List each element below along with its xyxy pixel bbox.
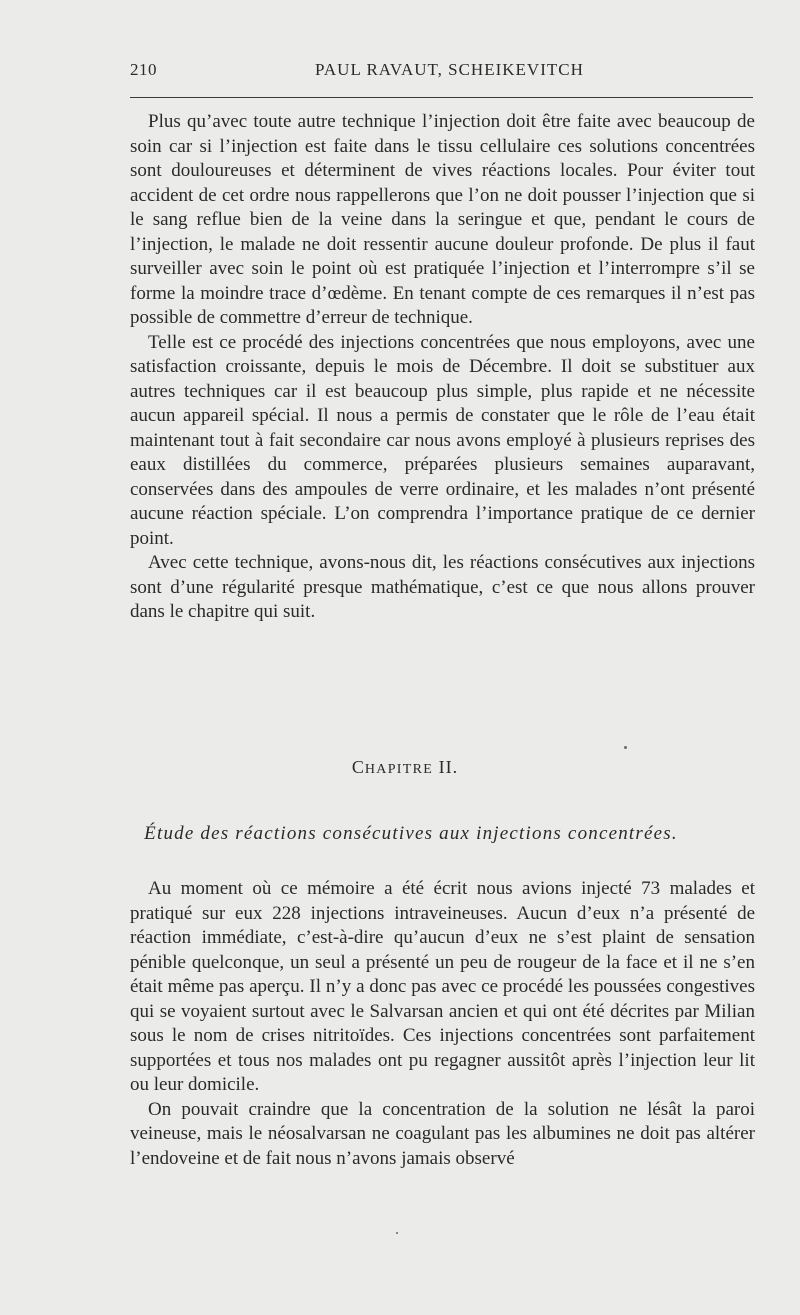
section-technique-text bbox=[130, 110, 755, 625]
chapter-heading bbox=[0, 757, 800, 778]
chapter-heading-word: HAPITRE bbox=[364, 762, 434, 777]
chapter-heading-initial: C bbox=[351, 757, 365, 777]
page-number: 210 bbox=[130, 60, 157, 79]
paragraph: Telle est ce procédé des injections concentrées que nous employons, avec une satisfaction croissante, depuis le mois de Décembre. Il doit se substituer aux autres techniques car il est beaucoup plus simple, plus rapide et ne nécessite aucun appareil spécial. Il nous a permis de constater que le rôle de l’eau était maintenant tout à fait secondaire car nous avons employé à plusieurs reprises des eaux distillées du commerce, préparées plusieurs semaines auparavant, conservées dans des ampoules de verre ordinaire, et les malades n’ont présenté aucune réaction spéciale. L’on comprendra l’importance pratique de ce dernier point. bbox=[130, 331, 755, 549]
paragraph: Plus qu’avec toute autre technique l’injection doit être faite avec beaucoup de soin car si l’injection est faite dans le tissu cellulaire ces solutions concentrées sont douloureuses et déterminent de vives réactions locales. Pour éviter tout accident de cet ordre nous rappellerons que l’on ne doit pousser l’injection que si le sang reflue bien de la veine dans la seringue et que, pendant le cours de l’injection, le malade ne doit ressentir aucune douleur profonde. De plus il faut surveiller avec soin le point où est pratiquée l’injection et l’interrompre s’il se forme la moindre trace d’œdème. En tenant compte de ces remarques il n’est pas possible de commettre d’erreur de technique. bbox=[130, 111, 755, 328]
print-speck bbox=[396, 1232, 398, 1234]
section-study-text bbox=[130, 877, 755, 1171]
page-header bbox=[130, 60, 753, 88]
chapter-title: Étude des réactions consécutives aux injections concentrées. bbox=[144, 823, 678, 844]
running-head: PAUL RAVAUT, SCHEIKEVITCH bbox=[315, 60, 584, 79]
paragraph: On pouvait craindre que la concentration de la solution ne lésât la paroi veineuse, mais le néosalvarsan ne coagulant pas les albumines ne doit pas altérer l’endoveine et de fait nous n’avons jamais observé bbox=[130, 1098, 755, 1169]
header-rule bbox=[130, 97, 753, 98]
print-speck bbox=[624, 746, 627, 749]
chapter-heading-number: II. bbox=[433, 757, 459, 777]
paragraph: Au moment où ce mémoire a été écrit nous avions injecté 73 malades et pratiqué sur eux 228 injections intraveineuses. Aucun d’eux n’a présenté de réaction immédiate, c’est-à-dire qu’aucun d’eux ne s’est plaint de sensation pénible quelconque, un seul a présenté un peu de rougeur de la face et il ne s’en était même pas aperçu. Il n’y a donc pas avec ce procédé les poussées congestives qui se voyaient surtout avec le Salvarsan ancien et qui ont été décrites par Milian sous le nom de crises nitritoïdes. Ces injections concentrées sont parfaitement supportées et tous nos malades ont pu regagner aussitôt après l’injection leur lit ou leur domicile. bbox=[130, 878, 755, 1095]
paragraph: Avec cette technique, avons-nous dit, les réactions consécutives aux injections sont d’une régularité presque mathématique, c’est ce que nous allons prouver dans le chapitre qui suit. bbox=[130, 552, 755, 622]
